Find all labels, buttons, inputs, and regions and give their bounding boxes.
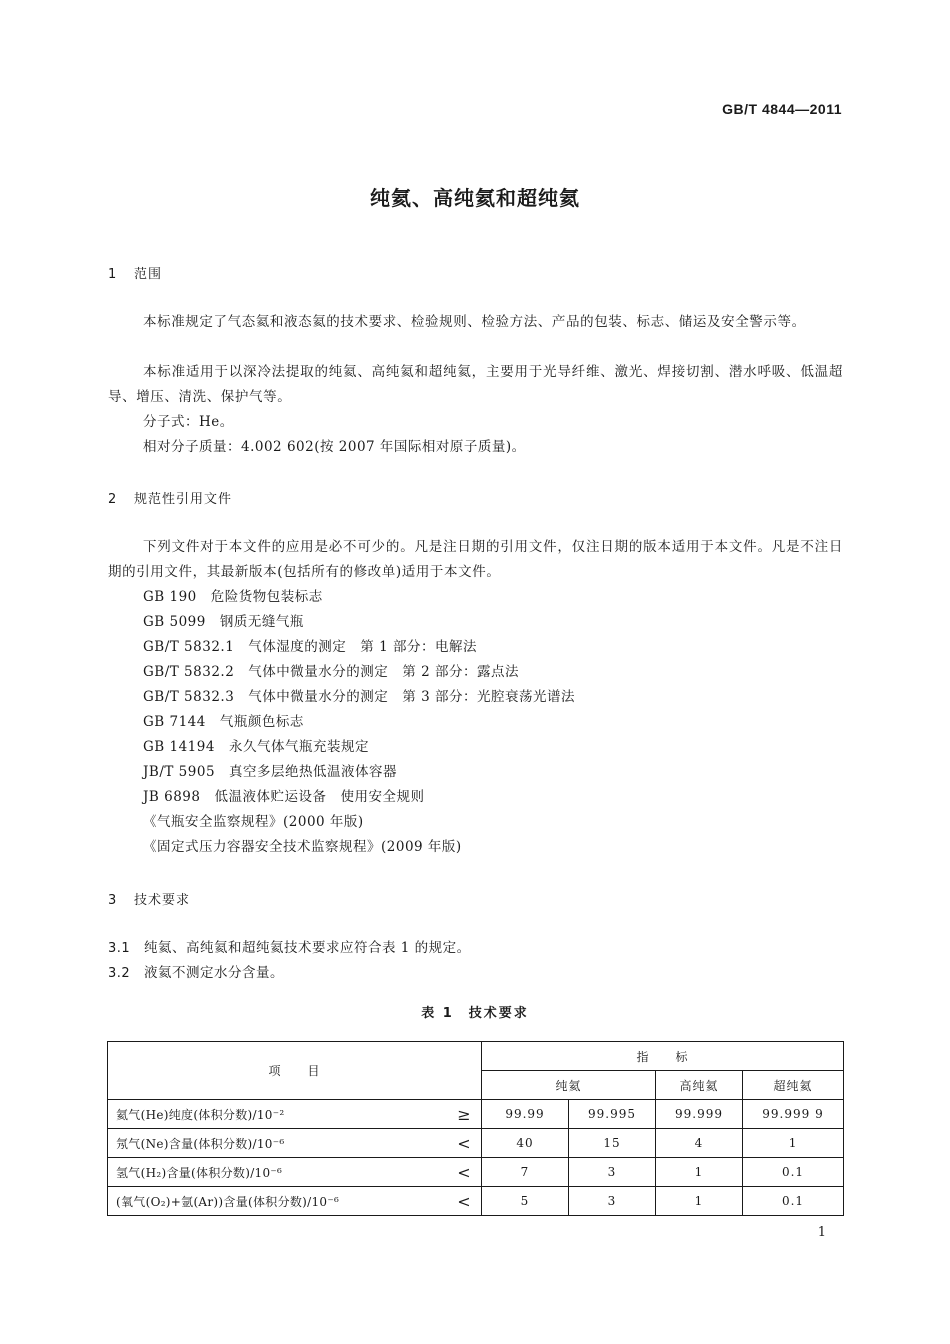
reference-code: GB 14194 xyxy=(143,739,215,755)
reference-item xyxy=(143,610,304,635)
col-header-pure: 纯氦 xyxy=(482,1071,656,1100)
reference-code: JB/T 5905 xyxy=(143,764,216,780)
row-item xyxy=(108,1158,482,1187)
item-header: 项 目 xyxy=(108,1042,482,1100)
clause-number: 3.2 xyxy=(108,966,131,981)
reference-item xyxy=(143,760,397,785)
value-cell: 99.999 xyxy=(656,1100,743,1129)
reference-title: 《气瓶安全监察规程》(2000 年版) xyxy=(143,814,364,830)
value-cell: 1 xyxy=(743,1129,844,1158)
section-number: 3 xyxy=(108,893,118,908)
reference-item xyxy=(143,735,369,760)
reference-item xyxy=(143,685,575,710)
reference-item xyxy=(143,835,462,860)
reference-title: 气瓶颜色标志 xyxy=(219,714,304,730)
table-caption: 表 1 技术要求 xyxy=(421,1006,529,1021)
table-row xyxy=(108,1187,844,1216)
value-cell: 3 xyxy=(569,1158,656,1187)
item-label: (氧气(O₂)+氩(Ar))含量(体积分数)/10⁻⁶ xyxy=(116,1194,340,1209)
col-header-high-purity: 高纯氦 xyxy=(656,1071,743,1100)
section-2-heading xyxy=(108,488,232,507)
reference-item xyxy=(143,710,304,735)
value-cell: 15 xyxy=(569,1129,656,1158)
value-cell: 99.999 9 xyxy=(743,1100,844,1129)
reference-item xyxy=(143,660,519,685)
reference-title: 气体湿度的测定 第 1 部分：电解法 xyxy=(248,639,477,655)
value-cell: 99.99 xyxy=(482,1100,569,1129)
reference-code: GB/T 5832.3 xyxy=(143,689,235,705)
molecular-formula: 分子式：He。 xyxy=(143,414,234,430)
table-row xyxy=(108,1158,844,1187)
reference-code: GB 5099 xyxy=(143,614,206,630)
reference-title: 气体中微量水分的测定 第 3 部分：光腔衰荡光谱法 xyxy=(248,689,575,705)
value-cell: 0.1 xyxy=(743,1158,844,1187)
value-cell: 1 xyxy=(656,1187,743,1216)
section-number: 1 xyxy=(108,267,118,282)
reference-item xyxy=(143,635,477,660)
reference-title: 钢质无缝气瓶 xyxy=(219,614,304,630)
spec-table xyxy=(107,1041,844,1216)
clause-3-2 xyxy=(108,961,284,986)
value-cell: 3 xyxy=(569,1187,656,1216)
section-title: 规范性引用文件 xyxy=(134,492,233,507)
section-number: 2 xyxy=(108,492,118,507)
comparator: < xyxy=(457,1163,471,1182)
reference-code: GB 190 xyxy=(143,589,197,605)
value-cell: 4 xyxy=(656,1129,743,1158)
table-header-row xyxy=(108,1042,844,1071)
reference-title: 真空多层绝热低温液体容器 xyxy=(229,764,398,780)
value-cell: 7 xyxy=(482,1158,569,1187)
clause-number: 3.1 xyxy=(108,941,131,956)
reference-item xyxy=(143,785,424,810)
comparator: < xyxy=(457,1192,471,1211)
reference-code: GB 7144 xyxy=(143,714,206,730)
item-label: 氖气(Ne)含量(体积分数)/10⁻⁶ xyxy=(116,1136,285,1151)
clause-text: 纯氦、高纯氦和超纯氦技术要求应符合表 1 的规定。 xyxy=(144,940,471,956)
reference-title: 危险货物包装标志 xyxy=(210,589,323,605)
reference-title: 《固定式压力容器安全技术监察规程》(2009 年版) xyxy=(143,839,462,855)
reference-title: 气体中微量水分的测定 第 2 部分：露点法 xyxy=(248,664,519,680)
row-item xyxy=(108,1187,482,1216)
section-title: 技术要求 xyxy=(134,893,191,908)
value-cell: 40 xyxy=(482,1129,569,1158)
reference-item xyxy=(143,810,364,835)
table-row xyxy=(108,1100,844,1129)
reference-title: 永久气体气瓶充装规定 xyxy=(228,739,369,755)
value-cell: 5 xyxy=(482,1187,569,1216)
value-cell: 99.995 xyxy=(569,1100,656,1129)
col-header-ultra-pure: 超纯氦 xyxy=(743,1071,844,1100)
section-title: 范围 xyxy=(134,267,163,282)
section-1-heading xyxy=(108,263,162,282)
comparator: < xyxy=(457,1134,471,1153)
value-cell: 1 xyxy=(656,1158,743,1187)
comparator: ≥ xyxy=(457,1105,471,1124)
index-header: 指 标 xyxy=(482,1042,844,1071)
reference-code: JB 6898 xyxy=(143,789,201,805)
section-1-paragraph-1: 本标准规定了气态氦和液态氦的技术要求、检验规则、检验方法、产品的包装、标志、储运及安全警示等。 xyxy=(143,314,806,330)
row-item xyxy=(108,1129,482,1158)
item-label: 氢气(H₂)含量(体积分数)/10⁻⁶ xyxy=(116,1165,283,1180)
section-3-heading xyxy=(108,889,190,908)
section-1-paragraph-2: 本标准适用于以深冷法提取的纯氦、高纯氦和超纯氦，主要用于光导纤维、激光、焊接切割、潜水呼吸、低温超导、增压、清洗、保护气等。 xyxy=(108,364,843,405)
table-row xyxy=(108,1129,844,1158)
row-item xyxy=(108,1100,482,1129)
standard-number: GB/T 4844—2011 xyxy=(722,101,842,117)
value-cell: 0.1 xyxy=(743,1187,844,1216)
reference-item xyxy=(143,585,323,610)
item-label: 氦气(He)纯度(体积分数)/10⁻² xyxy=(116,1107,285,1122)
section-2-intro: 下列文件对于本文件的应用是必不可少的。凡是注日期的引用文件，仅注日期的版本适用于本文件。凡是不注日期的引用文件，其最新版本(包括所有的修改单)适用于本文件。 xyxy=(108,539,843,580)
reference-code: GB/T 5832.1 xyxy=(143,639,235,655)
document-title: 纯氦、高纯氦和超纯氦 xyxy=(370,186,580,210)
reference-code: GB/T 5832.2 xyxy=(143,664,235,680)
reference-title: 低温液体贮运设备 使用安全规则 xyxy=(214,789,425,805)
clause-text: 液氦不测定水分含量。 xyxy=(144,965,284,981)
clause-3-1 xyxy=(108,936,471,961)
page-number: 1 xyxy=(817,1225,826,1240)
molecular-mass: 相对分子质量：4.002 602(按 2007 年国际相对原子质量)。 xyxy=(143,439,526,455)
